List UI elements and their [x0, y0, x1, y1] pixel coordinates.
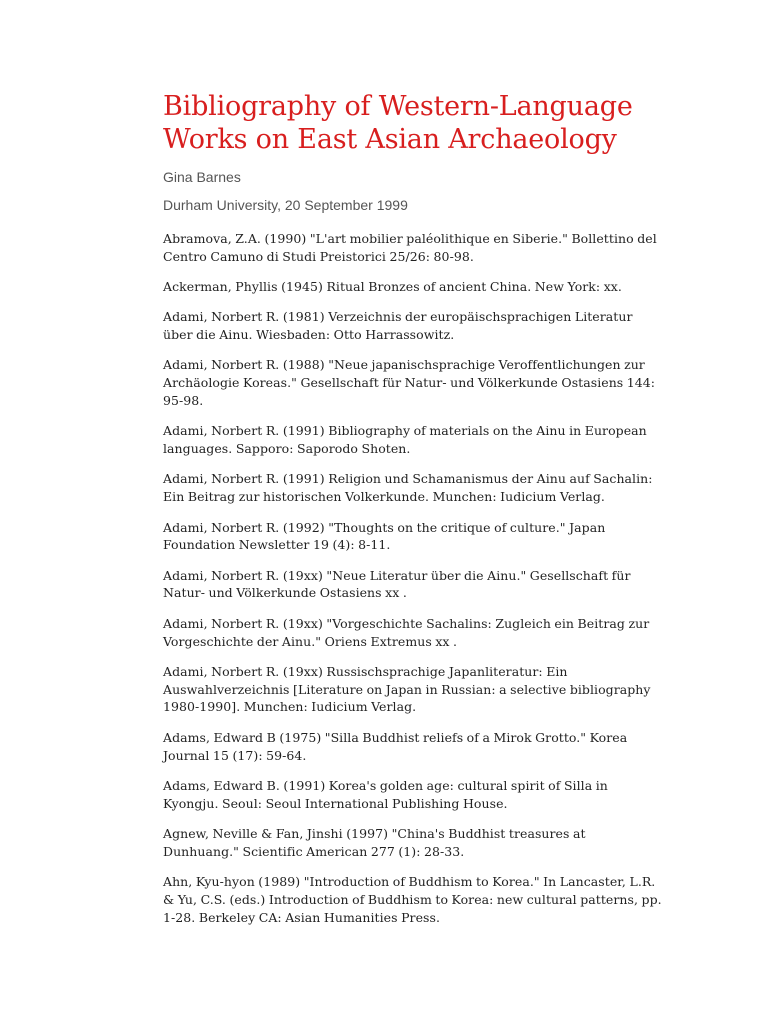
bibliography-entry: Adami, Norbert R. (1991) Bibliography of materials on the Ainu in European languages. Sapporo: Saporodo Shoten.	[163, 423, 647, 457]
bibliography-entry: Adami, Norbert R. (1981) Verzeichnis der europäischsprachigen Literatur über die Ainu. Wiesbaden: Otto Harrassowitz.	[163, 309, 633, 343]
bibliography-entry: Adami, Norbert R. (19xx) "Neue Literatur über die Ainu." Gesellschaft für Natur- und Völkerkunde Ostasiens xx .	[163, 567, 631, 601]
bibliography-entry: Adami, Norbert R. (19xx) Russischsprachige Japanliteratur: Ein Auswahlverzeichnis [Literature on Japan in Russian: a selective bibliography 1980-1990]. Munchen: Iudicium Verlag.	[163, 663, 651, 715]
document-page	[163, 90, 663, 939]
bibliography-entry: Adami, Norbert R. (1988) "Neue japanischsprachige Veroffentlichungen zur Archäologie Koreas." Gesellschaft für Natur- und Völkerkunde Ostasiens 144: 95-98.	[163, 357, 656, 409]
bibliography-entry: Ahn, Kyu-hyon (1989) "Introduction of Buddhism to Korea." In Lancaster, L.R. & Yu, C.S. (eds.) Introduction of Buddhism to Korea: new cultural patterns, pp. 1-28. Berkeley CA: Asian Humanities Press.	[163, 874, 662, 925]
bibliography-entry: Ackerman, Phyllis (1945) Ritual Bronzes of ancient China. New York: xx.	[163, 279, 622, 295]
document-author: Gina Barnes	[163, 169, 241, 185]
bibliography-entry: Adami, Norbert R. (1992) "Thoughts on the critique of culture." Japan Foundation Newsletter 19 (4): 8-11.	[163, 519, 606, 553]
bibliography-entry: Agnew, Neville & Fan, Jinshi (1997) "China's Buddhist treasures at Dunhuang." Scientific American 277 (1): 28-33.	[163, 825, 586, 859]
bibliography-list	[163, 230, 663, 926]
bibliography-entry: Abramova, Z.A. (1990) "L'art mobilier paléolithique en Siberie." Bollettino del Centro Camuno di Studi Preistorici 25/26: 80-98.	[163, 231, 657, 264]
bibliography-entry: Adami, Norbert R. (19xx) "Vorgeschichte Sachalins: Zugleich ein Beitrag zur Vorgeschichte der Ainu." Oriens Extremus xx .	[163, 615, 650, 649]
bibliography-entry: Adams, Edward B. (1991) Korea's golden age: cultural spirit of Silla in Kyongju. Seoul: Seoul International Publishing House.	[163, 777, 608, 811]
document-affiliation: Durham University, 20 September 1999	[163, 197, 408, 213]
document-title: Bibliography of Western-Language Works on East Asian Archaeology	[163, 91, 633, 155]
bibliography-entry: Adams, Edward B (1975) "Silla Buddhist reliefs of a Mirok Grotto." Korea Journal 15 (17): 59-64.	[163, 729, 628, 763]
bibliography-entry: Adami, Norbert R. (1991) Religion und Schamanismus der Ainu auf Sachalin: Ein Beitrag zur historischen Volkerkunde. Munchen: Iudicium Verlag.	[163, 471, 653, 505]
